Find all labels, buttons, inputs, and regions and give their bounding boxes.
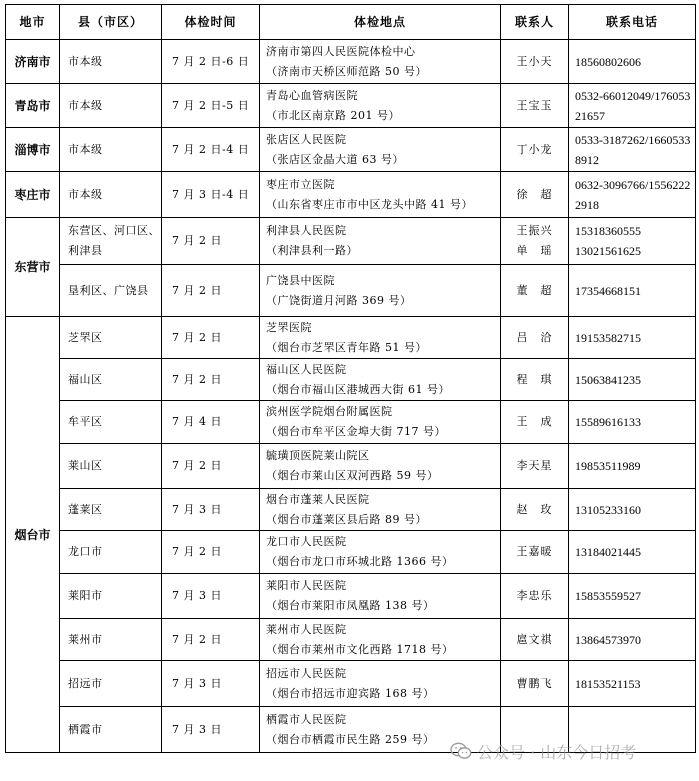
contact-cell: 丁小龙 — [501, 128, 569, 172]
hospital-address: （烟台市福山区港城西大街 61 号） — [266, 382, 450, 396]
table-row — [6, 172, 696, 218]
header-location: 体检地点 — [260, 5, 501, 40]
hospital-name: 利津县人民医院 — [266, 224, 347, 237]
hospital-name: 招远市人民医院 — [266, 666, 347, 680]
phone-cell: 0533-3187262/16605338912 — [569, 128, 696, 172]
hospital-name: 广饶县中医院 — [266, 273, 335, 287]
location-cell — [260, 661, 501, 707]
contact-cell: 王宝玉 — [501, 84, 569, 128]
city-cell: 烟台市 — [6, 317, 60, 753]
location-cell — [260, 218, 501, 265]
hospital-address: （山东省枣庄市市中区龙头中路 41 号） — [266, 197, 473, 211]
hospital-name: 枣庄市立医院 — [266, 177, 335, 191]
wechat-icon — [450, 742, 472, 760]
table-row — [6, 40, 696, 84]
time-cell: 7 月 2 日-6 日 — [162, 40, 260, 84]
table-row — [6, 265, 696, 317]
hospital-address: （烟台市牟平区金埠大街 717 号） — [266, 425, 446, 438]
location-cell — [260, 84, 501, 128]
contact-cell: 王 成 — [501, 401, 569, 444]
table-row — [6, 128, 696, 172]
header-county: 县（市区） — [60, 5, 162, 40]
watermark-text: 公众号 · 山东今日招考 — [477, 742, 637, 762]
phone-cell: 15318360555 13021561625 — [569, 218, 696, 265]
county-cell: 市本级 — [60, 84, 162, 128]
header-phone: 联系电话 — [569, 5, 696, 40]
time-cell: 7 月 2 日-4 日 — [162, 128, 260, 172]
phone-cell: 13864573970 — [569, 619, 696, 661]
hospital-name: 济南市第四人民医院体检中心 — [266, 44, 416, 58]
table-row — [6, 489, 696, 531]
contact-cell: 徐 超 — [501, 172, 569, 218]
table-row — [6, 661, 696, 707]
exam-schedule-table — [5, 4, 696, 753]
contact-cell: 王嘉暖 — [501, 531, 569, 574]
hospital-name: 毓璜顶医院莱山院区 — [266, 449, 370, 462]
phone-cell: 0632-3096766/15562222918 — [569, 172, 696, 218]
hospital-name: 张店区人民医院 — [266, 132, 347, 146]
city-cell: 济南市 — [6, 40, 60, 84]
contact-cell: 李忠乐 — [501, 574, 569, 619]
location-cell — [260, 128, 501, 172]
hospital-address: （烟台市龙口市环城北路 1366 号） — [266, 555, 454, 568]
hospital-address: （市北区南京路 201 号） — [266, 108, 400, 122]
location-cell — [260, 359, 501, 401]
time-cell: 7 月 2 日 — [162, 218, 260, 265]
table-row — [6, 401, 696, 444]
table-body — [6, 40, 696, 753]
county-cell: 莱阳市 — [60, 574, 162, 619]
hospital-address: （烟台市莱山区双河西路 59 号） — [266, 469, 439, 482]
county-cell: 莱州市 — [60, 619, 162, 661]
phone-cell: 13184021445 — [569, 531, 696, 574]
header-city: 地市 — [6, 5, 60, 40]
county-cell: 芝罘区 — [60, 317, 162, 359]
hospital-name: 芝罘医院 — [266, 320, 312, 334]
contact-cell: 程 琪 — [501, 359, 569, 401]
location-cell — [260, 574, 501, 619]
contact-cell: 扈文祺 — [501, 619, 569, 661]
location-cell — [260, 444, 501, 489]
time-cell: 7 月 3 日 — [162, 661, 260, 707]
location-cell — [260, 401, 501, 444]
header-row — [6, 5, 696, 40]
table-row — [6, 218, 696, 265]
hospital-name: 福山区人民医院 — [266, 362, 347, 376]
contact-cell: 王振兴 单 瑶 — [501, 218, 569, 265]
phone-cell: 19853511989 — [569, 444, 696, 489]
watermark — [450, 738, 690, 764]
location-cell — [260, 172, 501, 218]
table-row — [6, 84, 696, 128]
hospital-address: （烟台市莱州市文化西路 1718 号） — [266, 642, 454, 656]
hospital-address: （烟台市栖霞市民生路 259 号） — [266, 732, 435, 746]
phone-cell: 19153582715 — [569, 317, 696, 359]
time-cell: 7 月 3 日 — [162, 574, 260, 619]
contact-cell: 吕 洽 — [501, 317, 569, 359]
time-cell: 7 月 3 日 — [162, 707, 260, 753]
time-cell: 7 月 2 日-5 日 — [162, 84, 260, 128]
hospital-name: 栖霞市人民医院 — [266, 712, 347, 726]
table-row — [6, 531, 696, 574]
phone-cell: 15063841235 — [569, 359, 696, 401]
location-cell — [260, 317, 501, 359]
hospital-address: （张店区金晶大道 63 号） — [266, 152, 404, 166]
county-cell: 牟平区 — [60, 401, 162, 444]
phone-cell: 18153521153 — [569, 661, 696, 707]
phone-cell: 13105233160 — [569, 489, 696, 531]
time-cell: 7 月 2 日 — [162, 317, 260, 359]
hospital-address: （利津县利一路） — [266, 244, 358, 257]
county-cell: 福山区 — [60, 359, 162, 401]
county-cell: 蓬莱区 — [60, 489, 162, 531]
city-cell: 淄博市 — [6, 128, 60, 172]
time-cell: 7 月 2 日 — [162, 444, 260, 489]
hospital-name: 青岛心血管病医院 — [266, 88, 358, 102]
county-cell: 东营区、河口区、利津县 — [60, 218, 162, 265]
contact-cell: 董 超 — [501, 265, 569, 317]
location-cell — [260, 489, 501, 531]
time-cell: 7 月 2 日 — [162, 359, 260, 401]
hospital-address: （广饶街道月河路 369 号） — [266, 293, 412, 307]
contact-cell: 曹鹏飞 — [501, 661, 569, 707]
city-cell: 青岛市 — [6, 84, 60, 128]
city-cell: 东营市 — [6, 218, 60, 317]
city-cell: 枣庄市 — [6, 172, 60, 218]
contact-cell: 王小天 — [501, 40, 569, 84]
time-cell: 7 月 2 日 — [162, 531, 260, 574]
hospital-name: 滨州医学院烟台附属医院 — [266, 405, 393, 418]
county-cell: 垦利区、广饶县 — [60, 265, 162, 317]
table-row — [6, 444, 696, 489]
hospital-name: 龙口市人民医院 — [266, 535, 347, 548]
table-row — [6, 359, 696, 401]
hospital-address: （烟台市莱阳市凤凰路 138 号） — [266, 599, 435, 612]
phone-cell: 15589616133 — [569, 401, 696, 444]
contact-cell: 赵 玫 — [501, 489, 569, 531]
time-cell: 7 月 4 日 — [162, 401, 260, 444]
time-cell: 7 月 2 日 — [162, 619, 260, 661]
hospital-name: 烟台市蓬莱人民医院 — [266, 492, 370, 506]
phone-cell: 0532-66012049/17605321657 — [569, 84, 696, 128]
hospital-name: 莱州市人民医院 — [266, 622, 347, 636]
contact-cell: 李天星 — [501, 444, 569, 489]
location-cell — [260, 265, 501, 317]
location-cell — [260, 619, 501, 661]
location-cell — [260, 40, 501, 84]
county-cell: 市本级 — [60, 40, 162, 84]
table-row — [6, 317, 696, 359]
time-cell: 7 月 2 日 — [162, 265, 260, 317]
county-cell: 莱山区 — [60, 444, 162, 489]
header-contact: 联系人 — [501, 5, 569, 40]
header-time: 体检时间 — [162, 5, 260, 40]
county-cell: 市本级 — [60, 172, 162, 218]
phone-cell: 15853559527 — [569, 574, 696, 619]
hospital-address: （烟台市招远市迎宾路 168 号） — [266, 686, 435, 700]
location-cell — [260, 531, 501, 574]
county-cell: 市本级 — [60, 128, 162, 172]
time-cell: 7 月 3 日-4 日 — [162, 172, 260, 218]
hospital-address: （烟台市芝罘区青年路 51 号） — [266, 340, 427, 354]
phone-cell: 18560802606 — [569, 40, 696, 84]
table-row — [6, 619, 696, 661]
hospital-address: （济南市天桥区师范路 50 号） — [266, 64, 427, 78]
hospital-name: 莱阳市人民医院 — [266, 579, 347, 592]
county-cell: 龙口市 — [60, 531, 162, 574]
county-cell: 栖霞市 — [60, 707, 162, 753]
hospital-address: （烟台市蓬莱区县后路 89 号） — [266, 512, 427, 526]
table-row — [6, 574, 696, 619]
phone-cell: 17354668151 — [569, 265, 696, 317]
time-cell: 7 月 3 日 — [162, 489, 260, 531]
county-cell: 招远市 — [60, 661, 162, 707]
